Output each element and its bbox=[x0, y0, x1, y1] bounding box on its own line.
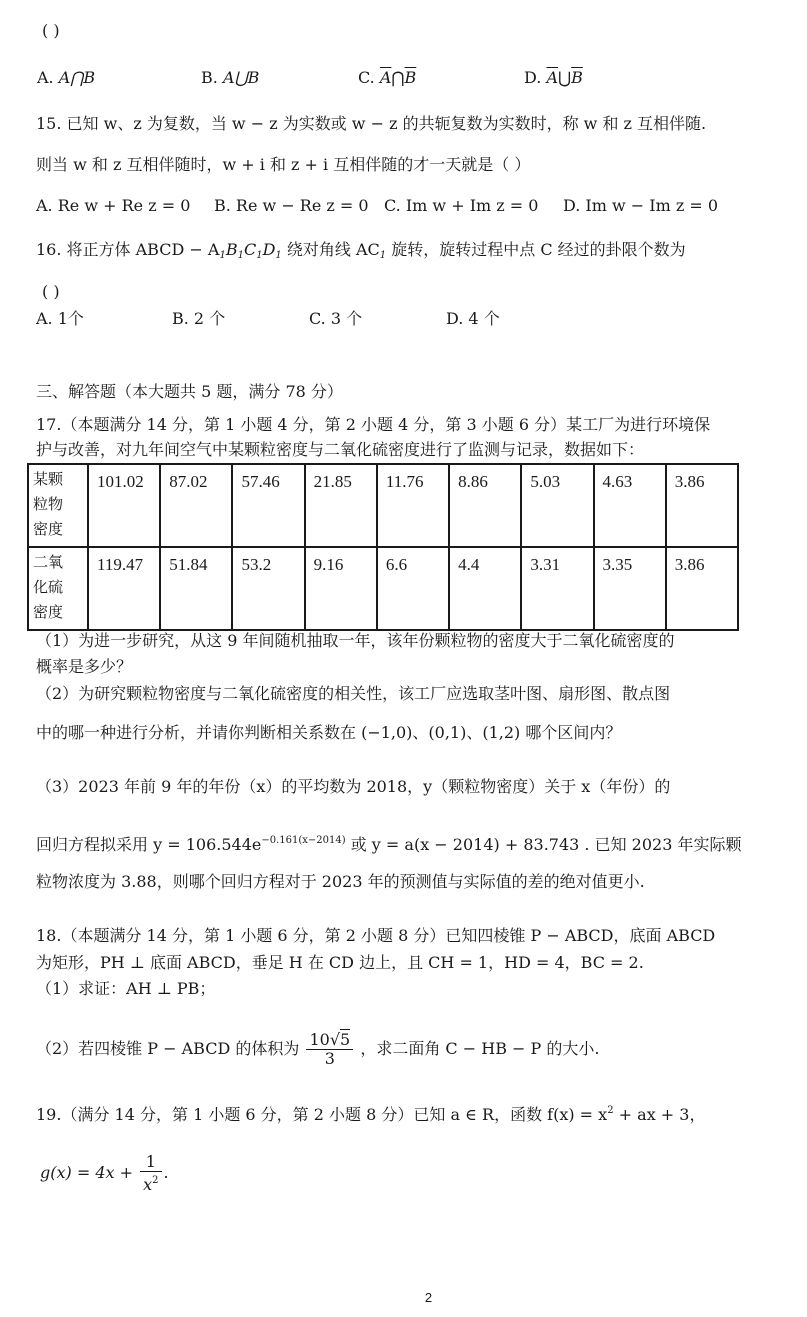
table-cell: 11.76 bbox=[377, 464, 449, 547]
row-header: 某颗 粒物 密度 bbox=[28, 464, 88, 547]
q15-option-b: B. Re w − Re z = 0 bbox=[214, 196, 369, 215]
q18-line4: （2）若四棱锥 P − ABCD 的体积为 $\frac{10√5}{3}$ ，求二面角 C − HB − P 的大小. bbox=[36, 1030, 600, 1068]
q15-line2: 则当 w 和 z 互相伴随时，w + i 和 z + i 互相伴随的才一天就是（ ） bbox=[36, 155, 531, 174]
table-cell: 101.02 bbox=[88, 464, 160, 547]
q16-option-a: A. 1个 bbox=[36, 309, 84, 328]
q17-part2-line1: （2）为研究颗粒物密度与二氧化硫密度的相关性，该工厂应选取茎叶图、扇形图、散点图 bbox=[36, 684, 671, 703]
q17-part1-line2: 概率是多少？ bbox=[36, 657, 133, 676]
q14-option-a: A. A⋂B bbox=[37, 68, 96, 87]
table-cell: 4.4 bbox=[449, 547, 521, 630]
q18-line3: （1）求证：AH ⊥ PB； bbox=[36, 979, 216, 998]
table-cell: 53.2 bbox=[232, 547, 304, 630]
q16-stem: 16. 将正方体 ABCD − $A_1B_1C_1D_1$ 绕对角线 $AC_1$ 旋转，旋转过程中点 C 经过的卦限个数为 bbox=[36, 240, 686, 261]
q17-part3-line1: （3）2023 年前 9 年的年份（x）的平均数为 2018，y（颗粒物密度）关于 x（年份）的 bbox=[36, 777, 671, 796]
volume-fraction: $\frac{10√5}{3}$ bbox=[306, 1031, 353, 1068]
q17-line2: 护与改善，对九年间空气中某颗粒密度与二氧化硫密度进行了监测与记录，数据如下： bbox=[36, 440, 645, 459]
q16-option-c: C. 3 个 bbox=[309, 309, 363, 328]
data-table bbox=[27, 463, 739, 631]
q16-option-d: D. 4 个 bbox=[446, 309, 500, 328]
q17-part3-line2: 回归方程拟采用 $y = 106.544e^{-0.161(x-2014)}$ 或 y = a(x − 2014) + 83.743 . 已知 2023 年实际颗 bbox=[36, 835, 742, 854]
table-row bbox=[28, 547, 738, 630]
g-fraction: $\frac{1}{x^2}$ bbox=[140, 1153, 161, 1194]
q17-line1: 17.（本题满分 14 分，第 1 小题 4 分，第 2 小题 4 分，第 3 小题 6 分）某工厂为进行环境保 bbox=[36, 415, 711, 434]
q15-option-a: A. Re w + Re z = 0 bbox=[36, 196, 191, 215]
q19-line1: 19.（满分 14 分，第 1 小题 6 分，第 2 小题 8 分）已知 a ∈ R，函数 $f(x) = x^2$ + ax + 3， bbox=[36, 1105, 706, 1124]
q19-line2: g(x) = 4x + $\frac{1}{x^2}$ . bbox=[40, 1152, 169, 1194]
table-cell: 57.46 bbox=[232, 464, 304, 547]
q16-paren: ( ) bbox=[42, 282, 60, 301]
table-cell: 9.16 bbox=[305, 547, 377, 630]
table-cell: 8.86 bbox=[449, 464, 521, 547]
table-cell: 87.02 bbox=[160, 464, 232, 547]
q17-part1-line1: （1）为进一步研究，从这 9 年间随机抽取一年，该年份颗粒物的密度大于二氧化硫密度的 bbox=[36, 631, 675, 650]
row-header: 二氧 化硫 密度 bbox=[28, 547, 88, 630]
table-row bbox=[28, 464, 738, 547]
table-cell: 3.86 bbox=[666, 464, 738, 547]
page-number: 2 bbox=[424, 1290, 433, 1305]
q15-line1: 15. 已知 w、z 为复数，当 w − z 为实数或 w − z 的共轭复数为实数时，称 w 和 z 互相伴随. bbox=[36, 114, 707, 133]
table-cell: 21.85 bbox=[305, 464, 377, 547]
section-heading: 三、解答题（本大题共 5 题，满分 78 分） bbox=[36, 382, 343, 401]
table-cell: 6.6 bbox=[377, 547, 449, 630]
q17-part2-line2: 中的哪一种进行分析，并请你判断相关系数在 (−1,0)、(0,1)、(1,2) 哪个区间内？ bbox=[36, 723, 622, 742]
q14-option-b: B. A⋃B bbox=[201, 68, 260, 87]
q14-option-d: D. $\overline{A}⋃\overline{B}$ bbox=[524, 68, 583, 87]
q18-line1: 18.（本题满分 14 分，第 1 小题 6 分，第 2 小题 8 分）已知四棱锥 P − ABCD，底面 ABCD bbox=[36, 926, 716, 945]
table-cell: 3.31 bbox=[521, 547, 593, 630]
q16-option-b: B. 2 个 bbox=[172, 309, 226, 328]
table-cell: 4.63 bbox=[594, 464, 666, 547]
table-cell: 5.03 bbox=[521, 464, 593, 547]
q18-line2: 为矩形，PH ⊥ 底面 ABCD，垂足 H 在 CD 边上，且 CH = 1，HD = 4，BC = 2. bbox=[36, 953, 644, 972]
q15-option-d: D. Im w − Im z = 0 bbox=[563, 196, 719, 215]
q14-option-c: C. $\overline{A}⋂\overline{B}$ bbox=[358, 68, 417, 87]
table-cell: 3.86 bbox=[666, 547, 738, 630]
table-cell: 3.35 bbox=[594, 547, 666, 630]
q17-part3-line3: 粒物浓度为 3.88，则哪个回归方程对于 2023 年的预测值与实际值的差的绝对值更小. bbox=[36, 872, 645, 891]
q15-option-c: C. Im w + Im z = 0 bbox=[384, 196, 539, 215]
table-cell: 51.84 bbox=[160, 547, 232, 630]
table-cell: 119.47 bbox=[88, 547, 160, 630]
q14-paren: ( ) bbox=[42, 21, 60, 40]
